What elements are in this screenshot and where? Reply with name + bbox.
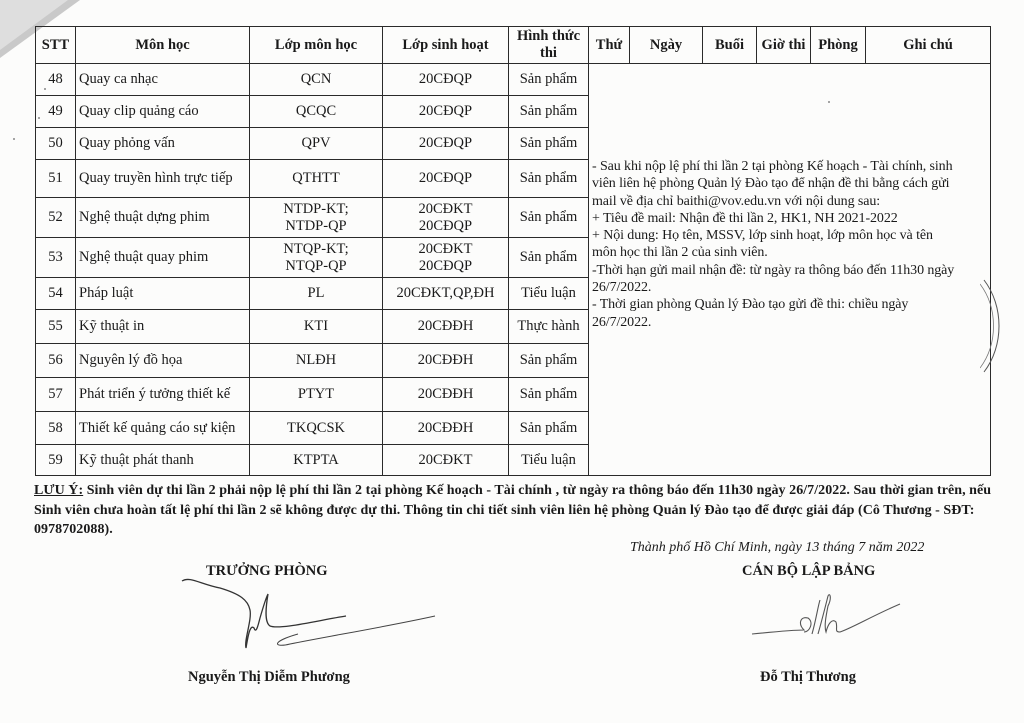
cell-mon-hoc: Phát triển ý tưởng thiết kế xyxy=(76,378,250,412)
header-hinh-thuc-thi: Hình thức thi xyxy=(509,27,589,64)
cell-lop-mon-hoc xyxy=(250,238,383,278)
note-line: + Tiêu đề mail: Nhận đề thi lần 2, HK1, NH 2021-2022 xyxy=(592,210,898,226)
cell-hinh-thuc-thi: Sản phẩm xyxy=(509,378,589,412)
header-buoi: Buổi xyxy=(703,27,757,64)
cell-lop-sinh-hoat: 20CĐĐH xyxy=(383,310,509,344)
cell-lop-mon-hoc: PL xyxy=(250,278,383,310)
note-line: -Thời hạn gửi mail nhận đề: từ ngày ra thông báo đến 11h30 ngày xyxy=(592,262,955,278)
cell-mon-hoc: Kỹ thuật in xyxy=(76,310,250,344)
exam-schedule-table xyxy=(35,26,991,476)
cell-lop-sinh-hoat: 20CĐĐH xyxy=(383,378,509,412)
cell-stt: 54 xyxy=(36,278,76,310)
cell-lop-sinh-hoat: 20CĐĐH xyxy=(383,344,509,378)
cell-stt: 48 xyxy=(36,64,76,96)
cell-hinh-thuc-thi: Sản phẩm xyxy=(509,344,589,378)
cell-mon-hoc: Quay clip quảng cáo xyxy=(76,96,250,128)
cell-lop-mon-hoc: NLĐH xyxy=(250,344,383,378)
cell-lop-sinh-hoat: 20CĐQP xyxy=(383,128,509,160)
cell-stt: 51 xyxy=(36,160,76,198)
cell-lop-sinh-hoat: 20CĐĐH xyxy=(383,412,509,445)
header-ngay: Ngày xyxy=(630,27,703,64)
cell-mon-hoc: Kỹ thuật phát thanh xyxy=(76,445,250,476)
exam-schedule-table-wrapper xyxy=(35,26,991,476)
cell-ghi-chu-merged xyxy=(589,64,991,476)
note-line: 26/7/2022. xyxy=(592,314,652,330)
cell-lop-sinh-hoat: 20CĐKT xyxy=(383,445,509,476)
left-signature-icon xyxy=(180,578,440,668)
cell-lop-mon-hoc-line: NTDP-KT; xyxy=(283,200,349,217)
note-label: LƯU Ý: xyxy=(34,483,84,498)
header-mon-hoc: Môn học xyxy=(76,27,250,64)
cell-lop-mon-hoc-line: NTDP-QP xyxy=(285,217,347,234)
note-line: - Sau khi nộp lệ phí thi lần 2 tại phòng Kế hoạch - Tài chính, sinh xyxy=(592,159,953,174)
cell-stt: 57 xyxy=(36,378,76,412)
cell-mon-hoc: Nghệ thuật dựng phim xyxy=(76,198,250,238)
note-line: viên liên hệ phòng Quản lý Đào tạo để nhận đề thi bằng cách gửi xyxy=(592,176,950,192)
left-signer-title: TRƯỞNG PHÒNG xyxy=(206,563,328,579)
cell-hinh-thuc-thi: Sản phẩm xyxy=(509,238,589,278)
stamp-icon xyxy=(980,276,1010,376)
place-date: Thành phố Hồ Chí Minh, ngày 13 tháng 7 năm 2022 xyxy=(630,540,925,555)
right-signer-title: CÁN BỘ LẬP BẢNG xyxy=(742,563,876,579)
cell-mon-hoc: Nguyên lý đồ họa xyxy=(76,344,250,378)
cell-mon-hoc: Quay truyền hình trực tiếp xyxy=(76,160,250,198)
cell-lop-sinh-hoat-line: 20CĐQP xyxy=(418,257,473,274)
cell-lop-mon-hoc: TKQCSK xyxy=(250,412,383,445)
header-thu: Thứ xyxy=(589,27,630,64)
header-lop-sinh-hoat: Lớp sinh hoạt xyxy=(383,27,509,64)
cell-lop-sinh-hoat-line: 20CĐQP xyxy=(418,217,473,234)
cell-hinh-thuc-thi: Tiểu luận xyxy=(509,445,589,476)
cell-mon-hoc: Quay phỏng vấn xyxy=(76,128,250,160)
cell-stt: 55 xyxy=(36,310,76,344)
cell-mon-hoc: Thiết kế quảng cáo sự kiện xyxy=(76,412,250,445)
header-phong: Phòng xyxy=(811,27,866,64)
note-line: + Nội dung: Họ tên, MSSV, lớp sinh hoạt, lớp môn học và tên xyxy=(592,228,933,244)
left-signer-name: Nguyễn Thị Diễm Phương xyxy=(188,669,350,685)
cell-lop-sinh-hoat: 20CĐQP xyxy=(383,96,509,128)
scan-speck xyxy=(13,138,15,140)
cell-stt: 56 xyxy=(36,344,76,378)
header-stt: STT xyxy=(36,27,76,64)
cell-mon-hoc: Pháp luật xyxy=(76,278,250,310)
cell-hinh-thuc-thi: Sản phẩm xyxy=(509,128,589,160)
cell-mon-hoc: Quay ca nhạc xyxy=(76,64,250,96)
cell-lop-mon-hoc: QTHTT xyxy=(250,160,383,198)
cell-hinh-thuc-thi: Tiểu luận xyxy=(509,278,589,310)
right-signature-icon xyxy=(752,590,902,650)
right-signer-name: Đỗ Thị Thương xyxy=(760,669,856,685)
table-row xyxy=(36,64,991,96)
cell-lop-sinh-hoat: 20CĐKT,QP,ĐH xyxy=(383,278,509,310)
cell-lop-mon-hoc xyxy=(250,198,383,238)
cell-stt: 53 xyxy=(36,238,76,278)
cell-lop-sinh-hoat xyxy=(383,198,509,238)
cell-lop-mon-hoc: QCN xyxy=(250,64,383,96)
cell-stt: 50 xyxy=(36,128,76,160)
cell-hinh-thuc-thi: Sản phẩm xyxy=(509,160,589,198)
cell-lop-sinh-hoat-line: 20CĐKT xyxy=(418,200,473,217)
cell-lop-mon-hoc: QCQC xyxy=(250,96,383,128)
cell-lop-mon-hoc-line: NTQP-QP xyxy=(285,257,347,274)
cell-lop-sinh-hoat-line: 20CĐKT xyxy=(418,240,473,257)
cell-lop-sinh-hoat: 20CĐQP xyxy=(383,160,509,198)
cell-lop-mon-hoc: PTYT xyxy=(250,378,383,412)
note-text: Sinh viên dự thi lần 2 phải nộp lệ phí thi lần 2 tại phòng Kế hoạch - Tài chính , từ ngày ra thông báo đến 11h30 ngày 26/7/2022. Sau thời gian trên, nếu Sinh viên chưa hoàn tất lệ phí thi lần 2 sẽ không được dự thi. Thông tin chi tiết sinh viên liên hệ phòng Quản lý Đào tạo để được giải đáp (Cô Thương - SĐT: 0978702088). xyxy=(34,483,992,537)
cell-lop-mon-hoc-line: NTQP-KT; xyxy=(283,240,349,257)
cell-hinh-thuc-thi: Sản phẩm xyxy=(509,412,589,445)
header-lop-mon-hoc: Lớp môn học xyxy=(250,27,383,64)
header-gio-thi: Giờ thi xyxy=(757,27,811,64)
cell-stt: 58 xyxy=(36,412,76,445)
cell-lop-mon-hoc: KTI xyxy=(250,310,383,344)
note-line: 26/7/2022. xyxy=(592,280,652,296)
note-line: môn học thi lần 2 của sinh viên. xyxy=(592,245,768,261)
cell-stt: 49 xyxy=(36,96,76,128)
table-header-row xyxy=(36,27,991,64)
cell-stt: 59 xyxy=(36,445,76,476)
cell-mon-hoc: Nghệ thuật quay phim xyxy=(76,238,250,278)
cell-hinh-thuc-thi: Thực hành xyxy=(509,310,589,344)
note-line: mail về địa chỉ baithi@vov.edu.vn với nội dung sau: xyxy=(592,193,881,209)
cell-lop-mon-hoc: KTPTA xyxy=(250,445,383,476)
cell-hinh-thuc-thi: Sản phẩm xyxy=(509,198,589,238)
cell-lop-mon-hoc: QPV xyxy=(250,128,383,160)
header-ghi-chu: Ghi chú xyxy=(866,27,991,64)
cell-stt: 52 xyxy=(36,198,76,238)
note-paragraph xyxy=(34,481,994,540)
cell-hinh-thuc-thi: Sản phẩm xyxy=(509,64,589,96)
note-line: - Thời gian phòng Quản lý Đào tạo gửi đề thi: chiều ngày xyxy=(592,297,909,313)
cell-lop-sinh-hoat: 20CĐQP xyxy=(383,64,509,96)
cell-hinh-thuc-thi: Sản phẩm xyxy=(509,96,589,128)
cell-lop-sinh-hoat xyxy=(383,238,509,278)
